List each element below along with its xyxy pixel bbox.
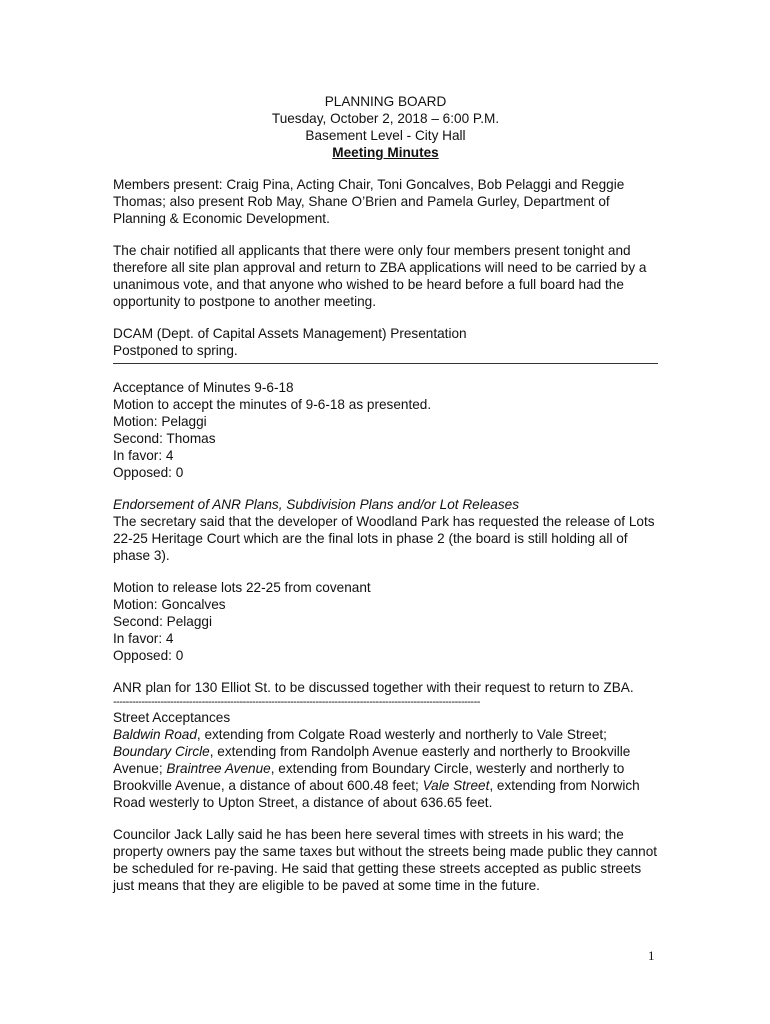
endorsement-heading: Endorsement of ANR Plans, Subdivision Plans and/or Lot Releases	[113, 497, 520, 512]
minutes-second: Second: Thomas	[113, 431, 216, 446]
chair-notice: The chair notified all applicants that there were only four members present tonight and therefore all site plan approval and return to ZBA applications will need to be carried by a unanimous vote, and that anyone who wished to be heard before a full board had the opportunity to postpone to another meeting.	[113, 243, 647, 309]
minutes-acceptance-heading: Acceptance of Minutes 9-6-18	[113, 380, 294, 395]
document-page	[113, 93, 658, 894]
street-desc-vale: , extending from Norwich Road westerly to Upton Street, a distance of about 636.65 feet.	[113, 778, 640, 810]
document-title: Meeting Minutes	[332, 145, 439, 160]
lot-release-in-favor: In favor: 4	[113, 631, 174, 646]
street-desc-boundary: , extending from Randolph Avenue easterly and northerly to Brookville Avenue;	[113, 744, 631, 776]
councilor-comment: Councilor Jack Lally said he has been here several times with streets in his ward; the property owners pay the same taxes but without the streets being made public they cannot be scheduled for re-paving. He said that getting these streets accepted as public streets just means that they are eligible to be paved at some time in the future.	[113, 827, 658, 893]
anr-plan-note: ANR plan for 130 Elliot St. to be discussed together with their request to return to ZBA.	[113, 680, 634, 695]
lot-release-second: Second: Pelaggi	[113, 614, 213, 629]
dcam-status: Postponed to spring.	[113, 343, 238, 358]
page-number: 1	[648, 948, 655, 963]
street-name-braintree: Braintree Avenue	[166, 761, 271, 776]
street-acceptances-text	[113, 726, 658, 811]
street-acceptances-heading: Street Acceptances	[113, 710, 231, 725]
street-desc-baldwin: , extending from Colgate Road westerly and northerly to Vale Street;	[196, 727, 607, 742]
lot-release-opposed: Opposed: 0	[113, 648, 184, 663]
section-divider	[113, 359, 658, 364]
street-name-vale: Vale Street	[422, 778, 490, 793]
minutes-motion: Motion to accept the minutes of 9-6-18 as presented.	[113, 397, 432, 412]
dashed-divider: --------------------------------------------------------------------------------------------------------------------	[113, 696, 480, 708]
members-present: Members present: Craig Pina, Acting Chair, Toni Goncalves, Bob Pelaggi and Reggie Thomas; also present Rob May, Shane O’Brien and Pamela Gurley, Department of Planning & Economic Development.	[113, 177, 625, 226]
street-desc-braintree: , extending from Boundary Circle, westerly and northerly to Brookville Avenue, a distance of about 600.48 feet;	[113, 761, 625, 793]
endorsement-text: The secretary said that the developer of Woodland Park has requested the release of Lots 22-25 Heritage Court which are the final lots in phase 2 (the board is still holding all of phase 3).	[113, 514, 655, 563]
board-name: PLANNING BOARD	[324, 94, 447, 109]
lot-release-motion: Motion to release lots 22-25 from covenant	[113, 580, 371, 595]
meeting-location: Basement Level - City Hall	[305, 128, 466, 143]
dcam-heading: DCAM (Dept. of Capital Assets Management) Presentation	[113, 326, 467, 341]
street-name-boundary: Boundary Circle	[113, 744, 210, 759]
minutes-in-favor: In favor: 4	[113, 448, 174, 463]
street-name-baldwin: Baldwin Road	[113, 727, 197, 742]
minutes-motion-by: Motion: Pelaggi	[113, 414, 207, 429]
minutes-opposed: Opposed: 0	[113, 465, 184, 480]
lot-release-motion-by: Motion: Goncalves	[113, 597, 226, 612]
meeting-date: Tuesday, October 2, 2018 – 6:00 P.M.	[271, 111, 500, 126]
